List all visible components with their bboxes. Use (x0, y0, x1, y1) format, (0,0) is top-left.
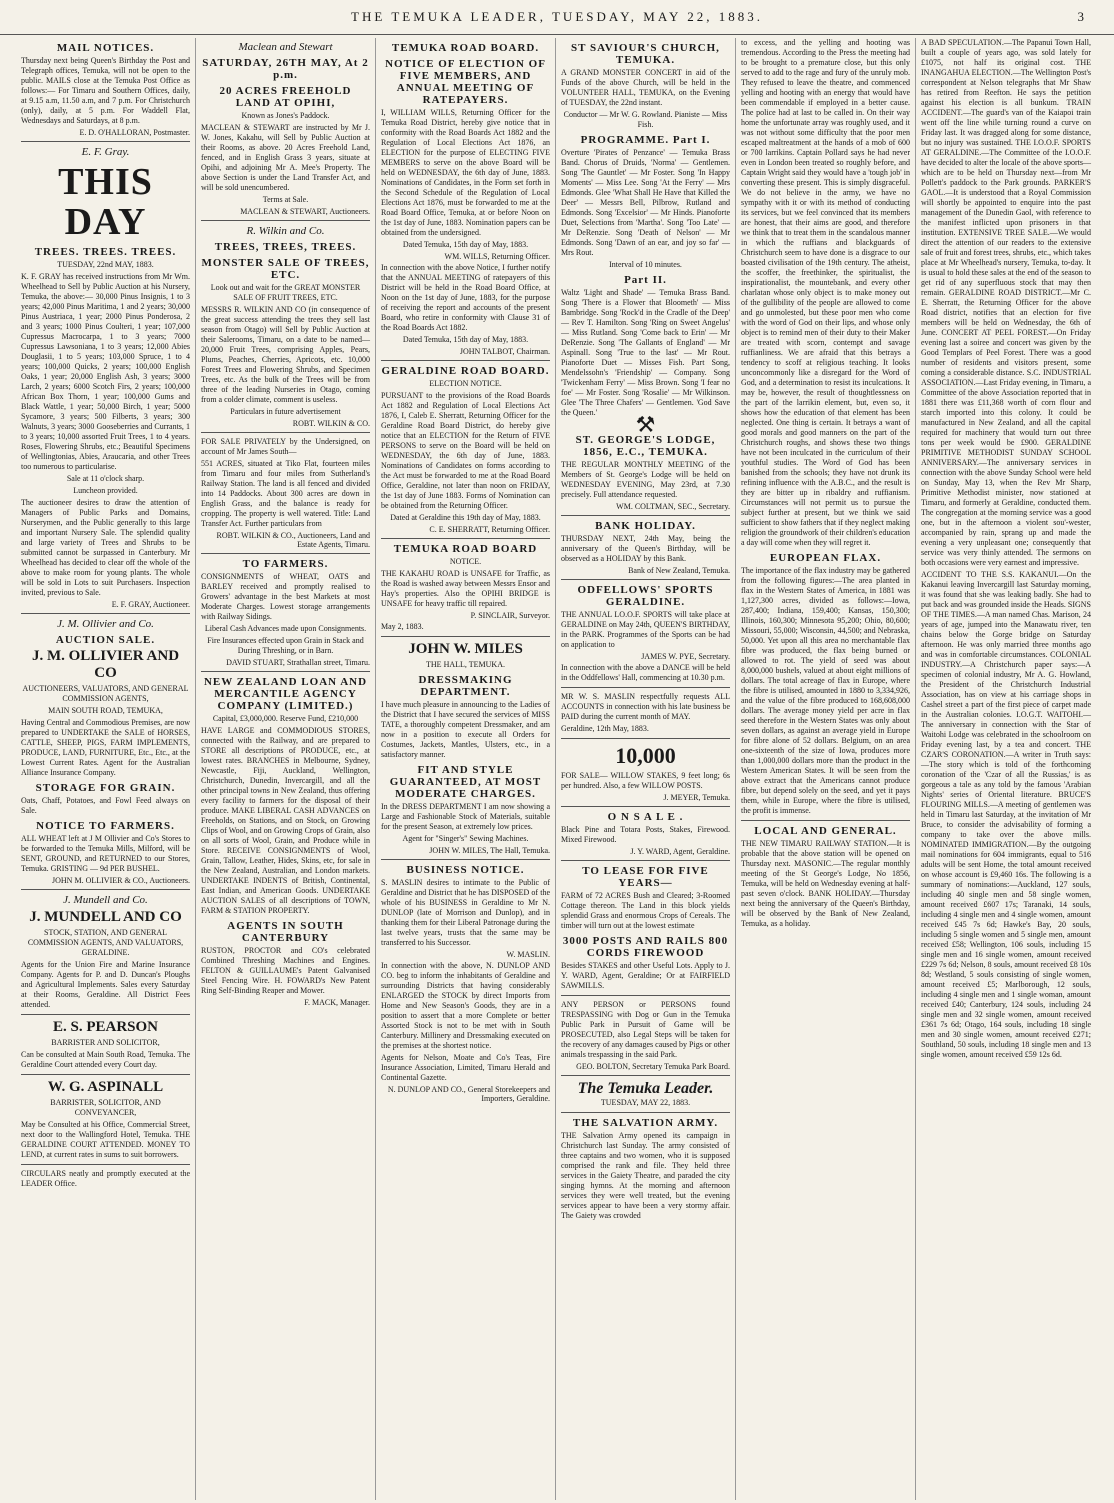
geraldine-board-heading: GERALDINE ROAD BOARD. (381, 365, 550, 377)
masthead-title: THE TEMUKA LEADER, TUESDAY, MAY 22, 1883. (351, 9, 763, 24)
private-sale-heading: FOR SALE PRIVATELY by the Undersigned, on account of Mr James South— (201, 437, 370, 456)
this-day-heading: THIS DAY (58, 161, 153, 243)
farmers-text: ALL WHEAT left at J M Ollivier and Co's Stores to be forwarded to the Temuka Mills, Milford, will be SENT, GROUND, and RETURNED to our Stores, Temuka. GRISTING — 9d PER BUSHEL. (21, 834, 190, 873)
miles-subtitle: THE HALL, TEMUKA. (426, 660, 505, 669)
mundell-name: J. MUNDELL AND CO (29, 909, 182, 925)
columns (16, 38, 1102, 1500)
maclean-text: MACLEAN & STEWART are instructed by Mr J. W. Jones, Kakahu, will Sell by Public Auction at their Rooms, as above. 20 Acres Freehold Land, fenced, and in English Grass 3 years, situate at Opihi, and adjoining Mr A. Mee's Property. The above Section is under the Land Transfer Act, and will be sold unencumbered. (201, 123, 370, 192)
fit-heading: FIT AND STYLE GUARANTEED, AT MOST MODERATE CHARGES. (389, 764, 542, 800)
maclean-date: SATURDAY, 26TH MAY, At 2 p.m. (202, 57, 369, 81)
programme-text: Overture 'Pirates of Penzance' — Temuka Brass Band. Chorus of Druids, 'Norma' — Gentlemen. Song 'The Gauntlet' — Mr Foster. Song 'In Happy Moments' — Miss Lee. Song 'At the Ferry' — Mrs Edmonds. Glee 'What Shall He Have that Killed the Deer' — Messrs Bell, Pilbrow, Rutland and Edmonds. Song 'Excelsior' — Mr Hinds. Pianoforte Duet, Selections from 'Martha'. Song 'Too Late' — Mr DeRenzie. Song 'Death of Nelson' — Mr Edmonds. Song 'Dawn of an ear, and joy so far' — Mrs Rout. (561, 148, 730, 257)
divider (201, 553, 370, 554)
divider (561, 687, 730, 688)
road-board-heading: TEMUKA ROAD BOARD. (391, 42, 540, 54)
dress-department-text: In the DRESS DEPARTMENT I am now showing a Large and Fashionable Stock of Materials, suitable for the present Season, at extremely low prices. (381, 802, 550, 831)
agents-heading: AGENTS IN SOUTH CANTERBURY (227, 920, 344, 944)
acres-known: Known as Jones's Paddock. (241, 111, 330, 120)
tree-sale-text: K. F. GRAY has received instructions from Mr Wm. Wheelhead to Sell by Public Auction at his Nursery, Temuka, the above:— 30,000 Pinus Insignis, 1 to 3 years; 42,000 Pinus Maritima, 1 and 2 years; 30,000 Pinus Austriaca, 1 year; 2000 Pinus Ponderosa, 2 and 3 years; 1000 Pinus Coulteri, 1 year; 107,000 Cupressus Macrocarpa, 1 to 3 years; 7000 Cupressus Lawsoniana, 1 to 3 years; 12,000 Abies Douglasii, 1 to 5 years; 103,000 Spruce, 1 to 4 years; 100,000 Quicks, 2 years; 100,000 English Oaks, 1 year; 20,000 English Ash, 3 years; 3000 Larch, 2 years; 6000 Scotch Firs, 2 years; 100,000 African Box Thorn, 1 year; 100,000 Gums and Black Wattle, 1 year; 50,000 Birch, 1 year; 5000 Sycamore, 3 years; 500 Filberts, 3 years; 300 Walnuts, 3 years; 3000 Gooseberries and Currants, 1 to 3 years; 10,000 assorted Fruit Trees, 1 to 4 years. Roses, Flowering Shrubs, etc.; Beautiful Specimens of Wellingtonias, Abies, Araucaria, and other Trees too numerous to particularise. (21, 272, 190, 471)
election-text: I, WILLIAM WILLS, Returning Officer for the Temuka Road District, hereby give notice that in conformity with the Road Boards Act 1882 and the Regulation of Local Elections Act 1876, an ELECTION for the purpose of ELECTING FIVE MEMBERS to serve on the above Board will be held on WEDNESDAY, the 6th day of June, 1883. Nominations of Candidates, in the Form set forth in the Second Schedule of the Regulation of Local Elections Act 1876, must be forwarded to me at the Road Board Office, Temuka, at or before Noon on the 1st day of June, 1883. Nomination papers can be obtained from the undersigned. (381, 108, 550, 237)
part2-heading: Part II. (624, 274, 667, 286)
wilkin-look: Look out and wait for the GREAT MONSTER SALE OF FRUIT TREES, ETC. (210, 283, 361, 302)
flax-text: The importance of the flax industry may be gathered from the following figures:—The area planted in flax in the Western States of America, in 1881 was 1,127,300 acres, divided as follows:—Iowa, 287,400; Indiana, 159,400; Kansas, 150,300; Illinois, 160,300; Minnesota 95,200; Ohio, 80,600; Missouri, 55,000; Wisconsin, 44,500; and Nebraska, 50,000. Yet upon all this area no merchantable flax fibre was produced, the flax being burned or allowed to rot. The yield of seed was about 8,000,000 bushels, valued at about eight millions of dollars. The total acreage of flax in Europe, where the fibre is utilised, amounted in 1880 to 3,334,926, and the value of the fibre produced to 168,608,000 dollars. The average money yield per acre in flax seed therefore in the Western States was only about seven dollars, as against an average yield in Europe for fibre alone of 52 dollars. Belgium, on an area one-sixteenth of the size of Iowa, produces more than 1,000,000 dollars more than the product in the Western American States. It will be seen from the above extract that the Americans cannot produce fibre, but depend solely on the seed, and yet it pays them, while in Europe, where the fibre is utilised, the profit is immense. (741, 566, 910, 815)
ward-signature: J. Y. WARD, Agent, Geraldine. (630, 847, 730, 856)
aspinall-subtitle: BARRISTER, SOLICITOR, AND CONVEYANCER, (50, 1098, 161, 1117)
board2-text: THE KAKAHU ROAD is UNSAFE for Traffic, as the Road is washed away between Messrs Ensor and Hay's properties. Also the OPIHI BRIDGE is UNSAFE for heavy traffic till repaired. (381, 569, 550, 608)
acres-heading: 20 ACRES FREEHOLD LAND AT OPIHI, (219, 85, 352, 109)
stakes-text: FOR SALE— WILLOW STAKES, 9 feet long; 6s per hundred. Also, a few WILLOW POSTS. (561, 771, 730, 790)
programme-heading: PROGRAMME. Part I. (580, 134, 711, 146)
on-sale-heading: O N S A L E . (607, 811, 684, 823)
trees-heading: TREES. TREES. TREES. (34, 246, 177, 258)
auction-sale-heading: AUCTION SALE. (55, 634, 156, 646)
local-text: THE NEW TIMARU RAILWAY STATION.—It is probable that the above station will be opened on Thursday next. MASONIC.—The regular monthly meeting of the St George's Lodge, No 1856, Temuka, will be held on Wednesday evening at half-past seven o'clock. BANK HOLIDAY.—Thursday next being the anniversary of the Queen's Birthday, will be observed by the Bank of New Zealand, Temuka, as a holiday. (741, 839, 910, 928)
business-heading: BUSINESS NOTICE. (406, 864, 525, 876)
lodge-signature: WM. COLTMAN, SEC., Secretary. (616, 502, 730, 511)
annual-dated: Dated Temuka, 15th day of May, 1883. (402, 335, 529, 344)
nzloan-capital: Capital, £3,000,000. Reserve Fund, £210,000 (212, 714, 359, 723)
lodge-heading: ST. GEORGE'S LODGE, 1856, E.C., TEMUKA. (575, 434, 716, 458)
gray-advertiser: E. F. Gray. (81, 146, 130, 158)
aspinall-text: May be Consulted at his Office, Commercial Street, next door to the Wallingford Hotel, Temuka. THE GERALDINE COURT ATTENDED. MONEY TO LEND, at current rates in sums to suit borrowers. (21, 1120, 190, 1159)
divider (561, 860, 730, 861)
column-5 (736, 38, 916, 1500)
ollivier-name: J. M. OLLIVIER AND CO (31, 648, 180, 681)
agents-text: RUSTON, PROCTOR and CO's celebrated Combined Threshing Machines and Engines. FELTON & GUILLAUME's Patent Galvanised Steel Fencing Wire. H. FOWARD's New Patent Ring Self-Binding Reaper and Mower. (201, 946, 370, 995)
on-sale-text: Black Pine and Totara Posts, Stakes, Firewood. Mixed Firewood. (561, 825, 730, 844)
sports-signature: JAMES W. PYE, Secretary. (641, 652, 730, 661)
geraldine-text: PURSUANT to the provisions of the Road Boards Act 1882 and Regulation of Local Elections Act 1876, I, Caleb E. Sherratt, Returning Officer for the Geraldine Road Board District, do hereby give notice that an ELECTION for the Return of FIVE PERSONS to serve on the Board will be held on WEDNESDAY, the 6th day of June, 1883. Nominations of Candidates on forms according to the Act must be forwarded to me at the Road Board Office, Geraldine, not later than noon on FRIDAY, the 1st day of June 1883. Forms of Nomination can be obtained from the Returning Officer. (381, 391, 550, 510)
bank-heading: BANK HOLIDAY. (595, 520, 696, 532)
divider (21, 1074, 190, 1075)
concert-text: A GRAND MONSTER CONCERT in aid of the Funds of the above Church, will be held in the VOLUNTEER HALL, TEMUKA, on the Evening of TUESDAY, the 22nd instant. (561, 68, 730, 107)
divider (381, 360, 550, 361)
posts-text: Besides STAKES and other Useful Lots. Apply to J. Y. WARD, Agent, Geraldine; Or at FAIRFIELD SAWMILLS. (561, 961, 730, 990)
farmers2-text: CONSIGNMENTS of WHEAT, OATS and BARLEY received and promptly realised to Growers' advantage in the best Markets at most Moderate Charges. Lowest storage arrangements with Railway Sidings. (201, 572, 370, 621)
divider (381, 538, 550, 539)
geraldine-subheading: ELECTION NOTICE. (429, 379, 502, 388)
dressmaking-text: I have much pleasure in announcing to the Ladies of the District that I have secured the services of MISS TATE, a thoroughly competent Dressmaker, and am now in a position to execute all Orders for Costumes, Jackets, Mantles, Ulsters, etc., in a satisfactory manner. (381, 700, 550, 759)
mail-notices-heading: MAIL NOTICES. (56, 42, 155, 54)
private-sale-text: 551 ACRES, situated at Tiko Flat, fourteen miles from Timaru and four miles from Sutherland's Railway Station. The land is all fenced and divided into 14 Paddocks. About 300 acres are down in English Grass, and the balance is ready for cropping. The property is well watered. Title: Land Transfer Act. Further particulars from (201, 459, 370, 528)
dunlop-signature: N. DUNLOP AND CO., General Storekeepers and Importers, Geraldine. (387, 1085, 550, 1103)
conductor: Conductor — Mr W. G. Rowland. Pianiste — Miss Fish. (563, 110, 728, 129)
page-number: 3 (1077, 9, 1084, 24)
stakes-number: 10,000 (615, 743, 676, 768)
divider (21, 613, 190, 614)
board2-signature: P. SINCLAIR, Surveyor. (470, 611, 550, 620)
masthead (0, 0, 1114, 35)
maslin-date: Geraldine, 12th May, 1883. (561, 724, 649, 733)
wilkin-further: Particulars in future advertisement (230, 407, 341, 416)
wilkin-heading: MONSTER SALE OF TREES, ETC. (201, 257, 370, 281)
divider (201, 220, 370, 221)
maclean-signature: MACLEAN & STEWART, Auctioneers. (240, 207, 370, 216)
business-signature: W. MASLIN. (506, 950, 550, 959)
board2-date: May 2, 1883. (381, 622, 424, 631)
singer-agent: Agent for "Singer's" Sewing Machines. (402, 834, 529, 843)
sports-text: THE ANNUAL LO.O.F. SPORTS will take place at GERALDINE on May 24th, QUEEN'S BIRTHDAY, in the PARK. Programmes of the Sports can be had on application to (561, 610, 730, 649)
mundell-subtitle: STOCK, STATION, AND GENERAL COMMISSION AGENTS, AND VALUATORS, GERALDINE. (27, 928, 184, 957)
dunlop-agents: Agents for Nelson, Moate and Co's Teas, Fire Insurance Association, Limited, Timaru Herald and Continental Gazette. (381, 1053, 550, 1082)
mail-notices-text: Thursday next being Queen's Birthday the Post and Telegraph offices, Temuka, will not be open to the public. MAILS close at the Temuka Post Office as follows:— For Timaru and Southern Offices, daily, at 9.15 a.m, 11.50 a.m, and 7 p.m. For Christchurch (only), daily, at 5 p.m. For Waddell Flat, Wednesdays and Saturdays, at 8 p.m. (21, 56, 190, 125)
wilkin-trees: TREES, TREES, TREES. (214, 241, 357, 253)
divider (21, 1014, 190, 1015)
divider (561, 738, 730, 739)
masonic-emblem-icon: ⚒ (635, 412, 656, 437)
business-text: S. MASLIN desires to intimate to the Public of Geraldine and District that he has DISPOSED of the whole of his BUSINESS in Geraldine to Mr N. DUNLOP (late of Morrison and Dunlop), and in thanking them for their Liberal Patronage during the last twelve years, trusts that the same may be transferred to his Successor. (381, 878, 550, 947)
army-heading: THE SALVATION ARMY. (572, 1117, 719, 1129)
manager-signature: F. MACK, Manager. (304, 998, 370, 1007)
ollivier-advertiser: J. M. Ollivier and Co. (57, 618, 154, 630)
column-4 (556, 38, 736, 1500)
divider (21, 141, 190, 142)
leader-date: TUESDAY, MAY 22, 1883. (600, 1098, 691, 1107)
flax-heading: EUROPEAN FLAX. (769, 552, 882, 564)
stuart-signature: DAVID STUART, Strathallan street, Timaru. (226, 658, 370, 667)
tree-sale-text-2: The auctioneer desires to draw the attention of Managers of Public Parks and Domains, Nurserymen, and the Public generally to this large and important Nursery Sale. The splendid quality and large variety of Trees and Shrubs to be submitted cannot be surpassed in Canterbury. Mr Wheelhead has decided to clear off the whole of the above to make room for young plants. The whole will be sold in Lots to suit Purchasers. Inspection invited, previous to Sale. (21, 498, 190, 597)
election-dated: Dated Temuka, 15th day of May, 1883. (402, 240, 529, 249)
church-heading: ST SAVIOUR'S CHURCH, TEMUKA. (571, 42, 720, 66)
posts-heading: 3000 POSTS AND RAILS 800 CORDS FIREWOOD (562, 935, 729, 959)
local-news-text-2: ACCIDENT TO THE S.S. KAKANUI.—On the Kakanui leaving Invercargill last Saturday morning, it was found that she was leaking badly. She had to put back and was grounded inside the Heads. SIGNS OF THE TIMES.—A man named Chas. Marison, 24 years of age, jumped into the Manawatu river, ten chains below the Gorge bridge on Saturday afternoon. He was only married three months ago and was in comfortable circumstances. COLONIAL INDUSTRY.—A Christchurch paper says:—A specimen of colonial industry, Mr A. G. Howland, the President of the Christchurch Industrial Association, has on view at his carriage shops in Cashel street a part of the first piece of carpet made in the Australian colonies. I.O.G.T. WAITOHI.—The anniversary in connection with the Star of Waitohi Lodge was celebrated in the schoolroom on Friday evening last, by a tea and concert. THE CZAR'S CORONATION.—A writer in Truth says:—The story which is told of the forthcoming coronation of the 'Czar of all the Russias,' is as gorgeous a tale as any told by the famous 'Arabian Nights' series of Oriental literature. BRUCE'S FLOURING MILLS.—A meeting of gentlemen was held in Timaru last Saturday, at the invitation of Mr Bruce, to consider the advisability of forming a company to take over the above mills. NOMINATED IMMIGRATION.—By the outgoing mail nominations for 604 immigrants, equal to 516 adults will be sent Home, the total amount received on whose account is £9,460 16s. The following is a summary of nominations:—Auckland, 127 souls, including 40 single men and 58 single women, amount received £607 17s; Taranaki, 14 souls, including 4 single men and 4 single women, amount received £45 7s 6d; Hawke's Bay, 20 souls, including 5 single women and 5 single men, amount received £58; Wellington, 106 souls, including 15 single men and 16 single women, amount received £229 7s 6d; Nelson, 8 souls, amount received £8 10s 8d; Westland, 5 souls consisting of single women, amount received £5; Marlborough, 12 souls, including 4 single men and 1 single woman, amount received £40; Canterbury, 124 souls, including 24 single men and 32 single women, amount received £361 7s 6d; Otago, 164 souls, including 18 single men and 30 single women, amount received £271; Southland, 50 souls, including 18 single men and 13 single women, amount received £59 12s 6d. (921, 570, 1091, 1059)
maclean-terms: Terms at Sale. (262, 195, 309, 204)
ollivier-text: Having Central and Commodious Premises, are now prepared to UNDERTAKE the SALE of HORSES, CATTLE, SHEEP, PIGS, FARM IMPLEMENTS, PRODUCE, LAND, FURNITURE, Etc., Etc., at the Lowest Current Rates. Agent for the Australian Alliance Insurance Company. (21, 718, 190, 777)
divider (561, 515, 730, 516)
liberal-advances: Liberal Cash Advances made upon Consignments. (204, 624, 367, 633)
miles-signature: JOHN W. MILES, The Hall, Temuka. (429, 846, 550, 855)
divider (381, 859, 550, 860)
dance-text: In connection with the above a DANCE will be held in the Oddfellows' Hall, commencing at 10.30 p.m. (561, 663, 730, 682)
election-heading: NOTICE OF ELECTION OF FIVE MEMBERS, AND ANNUAL MEETING OF RATEPAYERS. (385, 58, 546, 106)
farmers2-heading: TO FARMERS. (242, 558, 329, 570)
maclean-advertiser: Maclean and Stewart (238, 41, 333, 53)
gray-signature: E. F. GRAY, Auctioneer. (111, 600, 190, 609)
pearson-name: E. S. PEARSON (52, 1019, 159, 1035)
divider (201, 432, 370, 433)
bank-signature: Bank of New Zealand, Temuka. (628, 566, 730, 575)
ollivier-signature: JOHN M. OLLIVIER & CO., Auctioneers. (52, 876, 190, 885)
bank-text: THURSDAY NEXT, 24th May, being the anniversary of the Queen's Birthday, will be observed as a HOLIDAY by this Bank. (561, 534, 730, 563)
postmaster-signature: E. D. O'HALLORAN, Postmaster. (79, 128, 190, 137)
ollivier-address: MAIN SOUTH ROAD, TEMUKA, (48, 706, 163, 715)
divider (561, 806, 730, 807)
maslin-text: MR W. S. MASLIN respectfully requests ALL ACCOUNTS in connection with his late business be PAID during the current month of MAY. (561, 692, 730, 721)
lodge-text: THE REGULAR MONTHLY MEETING of the Members of St. George's Lodge will be held on WEDNESDAY EVENING, May 23rd, at 7.30 precisely. Full attendance requested. (561, 460, 730, 499)
part2-text: Waltz 'Light and Shade' — Temuka Brass Band. Song 'There is a Flower that Bloometh' — Miss Bambridge. Song 'Rock'd in the Cradle of the Deep' — Rev T. Hamilton. Song 'Ring on Sweet Angelus' — Miss Rutland. Song 'Come back to Erin' — Mr DeRenzie. Song 'The Gallants of England' — Mr Aspinall. Song 'True to the last' — Mr Rout. Pianoforte Duet — Misses Fish. Part Song, Mendelssohn's 'Friendship' — Company. Song 'Twickenham Ferry' — Miss Brown. Song 'I fear no foe' — Mr Foster. Song 'Rosalie' — Mr Wilkinson. Glee 'The Three Chafers' — Gentlemen. 'God Save the Queen.' (561, 288, 730, 417)
leader-title: The Temuka Leader. (577, 1080, 714, 1097)
circulars-notice: CIRCULARS neatly and promptly executed at the LEADER Office. (21, 1169, 190, 1188)
annual-signature: JOHN TALBOT, Chairman. (459, 347, 550, 356)
column-2 (196, 38, 376, 1500)
dunlop-text: In connection with the above, N. DUNLOP AND CO. beg to inform the inhabitants of Geraldine and surrounding Districts that having considerably ENLARGED the STOCK by direct Imports from Home and New Season's Goods, they are in a position to assert that a more Complete or better Assorted Stock is not to be met with in South Canterbury. Millinery and Dressmaking executed on the premises at the shortest notice. (381, 961, 550, 1050)
dressmaking-heading: DRESSMAKING DEPARTMENT. (418, 674, 513, 698)
local-news-text: A BAD SPECULATION.—The Papanui Town Hall, built a couple of years ago, was sold lately for £1075, not half its original cost. THE INANGAHUA ELECTION.—The Wellington Post's correspondent at Nelson telegraphs that Mr Shaw has retired from Reefton. He says the petition against his election is all bunkum. TRAIN ACCIDENT.—The guard's van of the Kaiapoi train went off the line while turning round a curve on Friday last. It was dragged along for some distance, but no injury was sustained. THE I.O.O.F. SPORTS AT GERALDINE.—The Committee of the I.O.O.F. have decided to alter the locale of the above sports—which are to be held on Thursday next—from Mr Pollett's paddock to the Park grounds. PARKER'S GAOL.—It is understood that a Royal Commission will shortly be appointed to enquire into the past management of the Dunedin Gaol, with reference to the manifest inflicted upon prisoners in that institution. EXTENSIVE TREE SALE.—We would direct the attention of our readers to the extensive sale of fruit and forest trees, shrubs, etc., which takes place at Mr Wheelhead's nursery, Temuka, to-day. It is usual to hold these sales at the end of the season to get rid of any superfluous stock that may then remain. GERALDINE ROAD DISTRICT.—Mr C. E. Sherratt, the Returning Officer for the above Road district, notifies that an election for five members will be held on Wednesday, the 6th of June. CONCERT AT PEEL FOREST.—On Friday evening last a soiree and concert was given by the Good Templars of Peel Forest. There was a good number of residents and visitors present, some coming a considerable distance. S.C. INDUSTRIAL ASSOCIATION.—Last Friday evening, in Timaru, a Committee of the above Association reported that in 1881 there was £11,368 worth of corn flour and starch imported into this colony. It could be manufactured in New Zealand, and all the capital required for machinery that would turn out three tons per week would be £900. GERALDINE PRIMITIVE METHODIST SUNDAY SCHOOL ANNIVERSARY.—The anniversary services in connection with the above Sunday School were held on Sunday, May 13, when the Rev Mr Sharp, Primitive Methodist minister, now stationed at Timaru, and formerly at Geraldine, conducted them. The congregation at the morning service was a good one, but in the afternoon a violent sou'-wester, accompanied by rain, sprang up and made the evening a very unpleasant one; consequently that service was very thinly attended. The sermons on both occasions were very earnest and impressive. (921, 38, 1091, 567)
divider (201, 671, 370, 672)
local-heading: LOCAL AND GENERAL. (754, 825, 897, 837)
farmers-heading: NOTICE TO FARMERS. (36, 820, 175, 832)
divider (561, 579, 730, 580)
divider (21, 889, 190, 890)
mundell-text: Agents for the Union Fire and Marine Insurance Company. Agents for P. and D. Duncan's Ploughs and Agricultural Implements. Sales every Saturday at their Rooms, Geraldine. All District Fees attended. (21, 960, 190, 1009)
pearson-text: Can be consulted at Main South Road, Temuka. The Geraldine Court attended every Court day. (21, 1050, 190, 1069)
luncheon-note: Luncheon provided. (73, 486, 138, 495)
mundell-advertiser: J. Mundell and Co. (63, 894, 148, 906)
pearson-subtitle: BARRISTER AND SOLICITOR, (51, 1038, 160, 1047)
lease-text: FARM of 72 ACRES Bush and Cleared; 3-Roomed Cottage thereon. The Land in this block yields splendid Grass and enormous Crops of Cereals. The timber will turn out at the lowest estimate (561, 891, 730, 930)
wilkin-signature: ROBT. WILKIN & CO. (292, 419, 370, 428)
divider (21, 1164, 190, 1165)
board2-heading: TEMUKA ROAD BOARD (393, 543, 538, 555)
annual-meeting-text: In connection with the above Notice, I further notify that the ANNUAL MEETING of ratepayers of this District will be held in the Road Board Office, at Noon on the 1st day of June, 1883, for the purpose of receiving the report and accounts of the present Board, who retire in conformity with Clause 31 of the Road Boards Act 1882. (381, 263, 550, 332)
storage-text: Oats, Chaff, Potatoes, and Fowl Feed always on Sale. (21, 796, 190, 815)
trespass-signature: GEO. BOLTON, Secretary Temuka Park Board. (576, 1062, 730, 1071)
interval-note: Interval of 10 minutes. (609, 260, 682, 269)
army-continued-text: to excess, and the yelling and hooting was tremendous. According to the Press the meeting had to be brought to a premature close, but this only served to add to the rage and fury of the unruly mob. They refused to leave the theatre, and commenced yelling and hooting with an energy that would have been commendable if employed in a better cause. The police had at last to be called in. On their way home the unfortunate array was roughly used, and it was not without some difficulty that the poor men escaped maltreatment at the hands of a mob of 600 or 700 larrikins. Captain Pollard says he had never even in London been treated so roughly before, and Captain Wright said they would have a 'tough job' in converting these present. This is simply disgraceful. We do not believe in the army, we have no sympathy with it or with its method of conducting its services, but we feel convinced that its members are honest, that their aims are good, and therefore we think that to treat them in the scandalous manner in which the ruffians and blackguards of Christchurch seem to have done is a disgrace to our boasted civilisation of the 19th century. The atheist, the scoffer, the freethinker, the spiritualist, the inspirationalist, the mountebank, and every other charlatan whose only object is to make money out of the gullibility of the people are allowed to come and go unmolested, but these poor men who come with the word of God on their lips, and whose only object is to remind men of their duty to their Maker are treated with scorn, contempt and savage ruffianliness. We are afraid that this betrays a tendency to scoff at religious teaching. It looks unconcommonly like a disregard for the Word of God, and a determination to resist its inculcations. It may be, however, the result of thoughtlessness on the part of the larrikin element, but, even so, it shows how the education of that element has been neglected. One thing is certain. It betrays a want of good morals and good manners on the part of the Christchurch roughs, and shows these two things have not been inculcated in the curriculum of their youthful studies. The Word of God has been banished from the schools; they have not drunk its refining influence with the A.B.C., and the result is they are bitter up in ribaldry and ruffianism. Circumstances will not permit us to pursue the subject further at present, but we think we said sufficient to show fathers that if they neglect making religion the groundwork of their children's education a day will come when they will regret it. (741, 38, 910, 547)
divider (381, 636, 550, 637)
sports-heading: ODFELLOWS' SPORTS GERALDINE. (577, 584, 714, 608)
nzloan-text: HAVE LARGE and COMMODIOUS STORES, connected with the Railway, and are prepared to STORE all descriptions of PRODUCE, etc., at lowest rates. BRANCHES in Melbourne, Sydney, Newcastle, Fiji, Auckland, Wellington, Christchurch, Dunedin, Invercargill, and all the other principal towns in New Zealand, thus offering every facility to farmers for the disposal of their produce. MAKE LIBERAL CASH ADVANCES on Freeholds, on Stations, and on Stock, on Growing Clips of Wool, and on Growing Crops of Grain, also on all sorts of Wool, Grain, and Produce while in Store. RECEIVE CONSIGNMENTS of Wool, Grain, Tallow, Leather, Hides, Skins, etc, for sale in the New Zealand, Australian, and London markets. UNDERTAKE INDENTS of British, Continental, East Indian, and American Goods. UNDERTAKE AUCTION SALES of all descriptions of TOWN, FARM & STATION PROPERTY. (201, 726, 370, 915)
column-3 (376, 38, 556, 1500)
aspinall-name: W. G. ASPINALL (47, 1079, 164, 1095)
column-1 (16, 38, 196, 1500)
divider (561, 995, 730, 996)
geraldine-signature: C. E. SHERRATT, Returning Officer. (429, 525, 550, 534)
sale-time: Sale at 11 o'clock sharp. (66, 474, 145, 483)
divider (561, 1075, 730, 1076)
divider (741, 820, 910, 821)
miles-name: JOHN W. MILES (408, 641, 523, 657)
election-signature: WM. WILLS, Returning Officer. (444, 252, 550, 261)
column-6 (916, 38, 1096, 1500)
sale-date: TUESDAY, 22nd MAY, 1883. (57, 260, 154, 269)
nzloan-heading: NEW ZEALAND LOAN AND MERCANTILE AGENCY COMPANY (LIMITED.) (203, 676, 368, 712)
divider (561, 1112, 730, 1113)
storage-heading: STORAGE FOR GRAIN. (35, 782, 176, 794)
fire-insurance: Fire Insurances effected upon Grain in Stack and During Threshing, or in Barn. (207, 636, 364, 655)
ollivier-subtitle: AUCTIONEERS, VALUATORS, AND GENERAL COMMISSION AGENTS, (22, 684, 189, 703)
wilkin-text: MESSRS R. WILKIN AND CO (in consequence of the great success attending the trees they sell last season from Otago) will Sell by Public Auction at their Salerooms, Timaru, on a date to be named— 20,000 Fruit Trees, comprising Apples, Pears, Plums, Peaches, Cherries, Apricots, etc. 10,000 Forest Trees and Flowering Shrubs, and Specimen Trees, etc. As the bulk of the Trees will be from three of the leading Nurseries in Otago, coming from a colder climate, comment is useless. (201, 305, 370, 404)
wilkin-advertiser: R. Wilkin and Co. (246, 225, 325, 237)
lease-heading: TO LEASE FOR FIVE YEARS— (582, 865, 709, 889)
private-sale-signature: ROBT. WILKIN & CO., Auctioneers, Land and Estate Agents, Timaru. (216, 531, 370, 549)
geraldine-dated: Dated at Geraldine this 19th day of May, 1883. (390, 513, 541, 522)
meyer-signature: J. MEYER, Temuka. (663, 793, 730, 802)
trespass-text: ANY PERSON or PERSONS found TRESPASSING with Dog or Gun in the Temuka Public Park in Pursuit of Game will be PROSECUTED, also Legal Steps will be taken for the recovery of any damages caused by Pigs or other animals trespassing in the said Park. (561, 1000, 730, 1059)
army-text: THE Salvation Army opened its campaign in Christchurch last Sunday. The army consisted of three captains and two women, who it is supposed comprised the rank and file. They held three services in the Gaiety Theatre, and paraded the city singing hymns. At the morning and afternoon services they were well treated, but the evening services appear to have been a very stormy affair. The Gaiety was crowded (561, 1131, 730, 1220)
board2-subheading: NOTICE. (449, 557, 482, 566)
